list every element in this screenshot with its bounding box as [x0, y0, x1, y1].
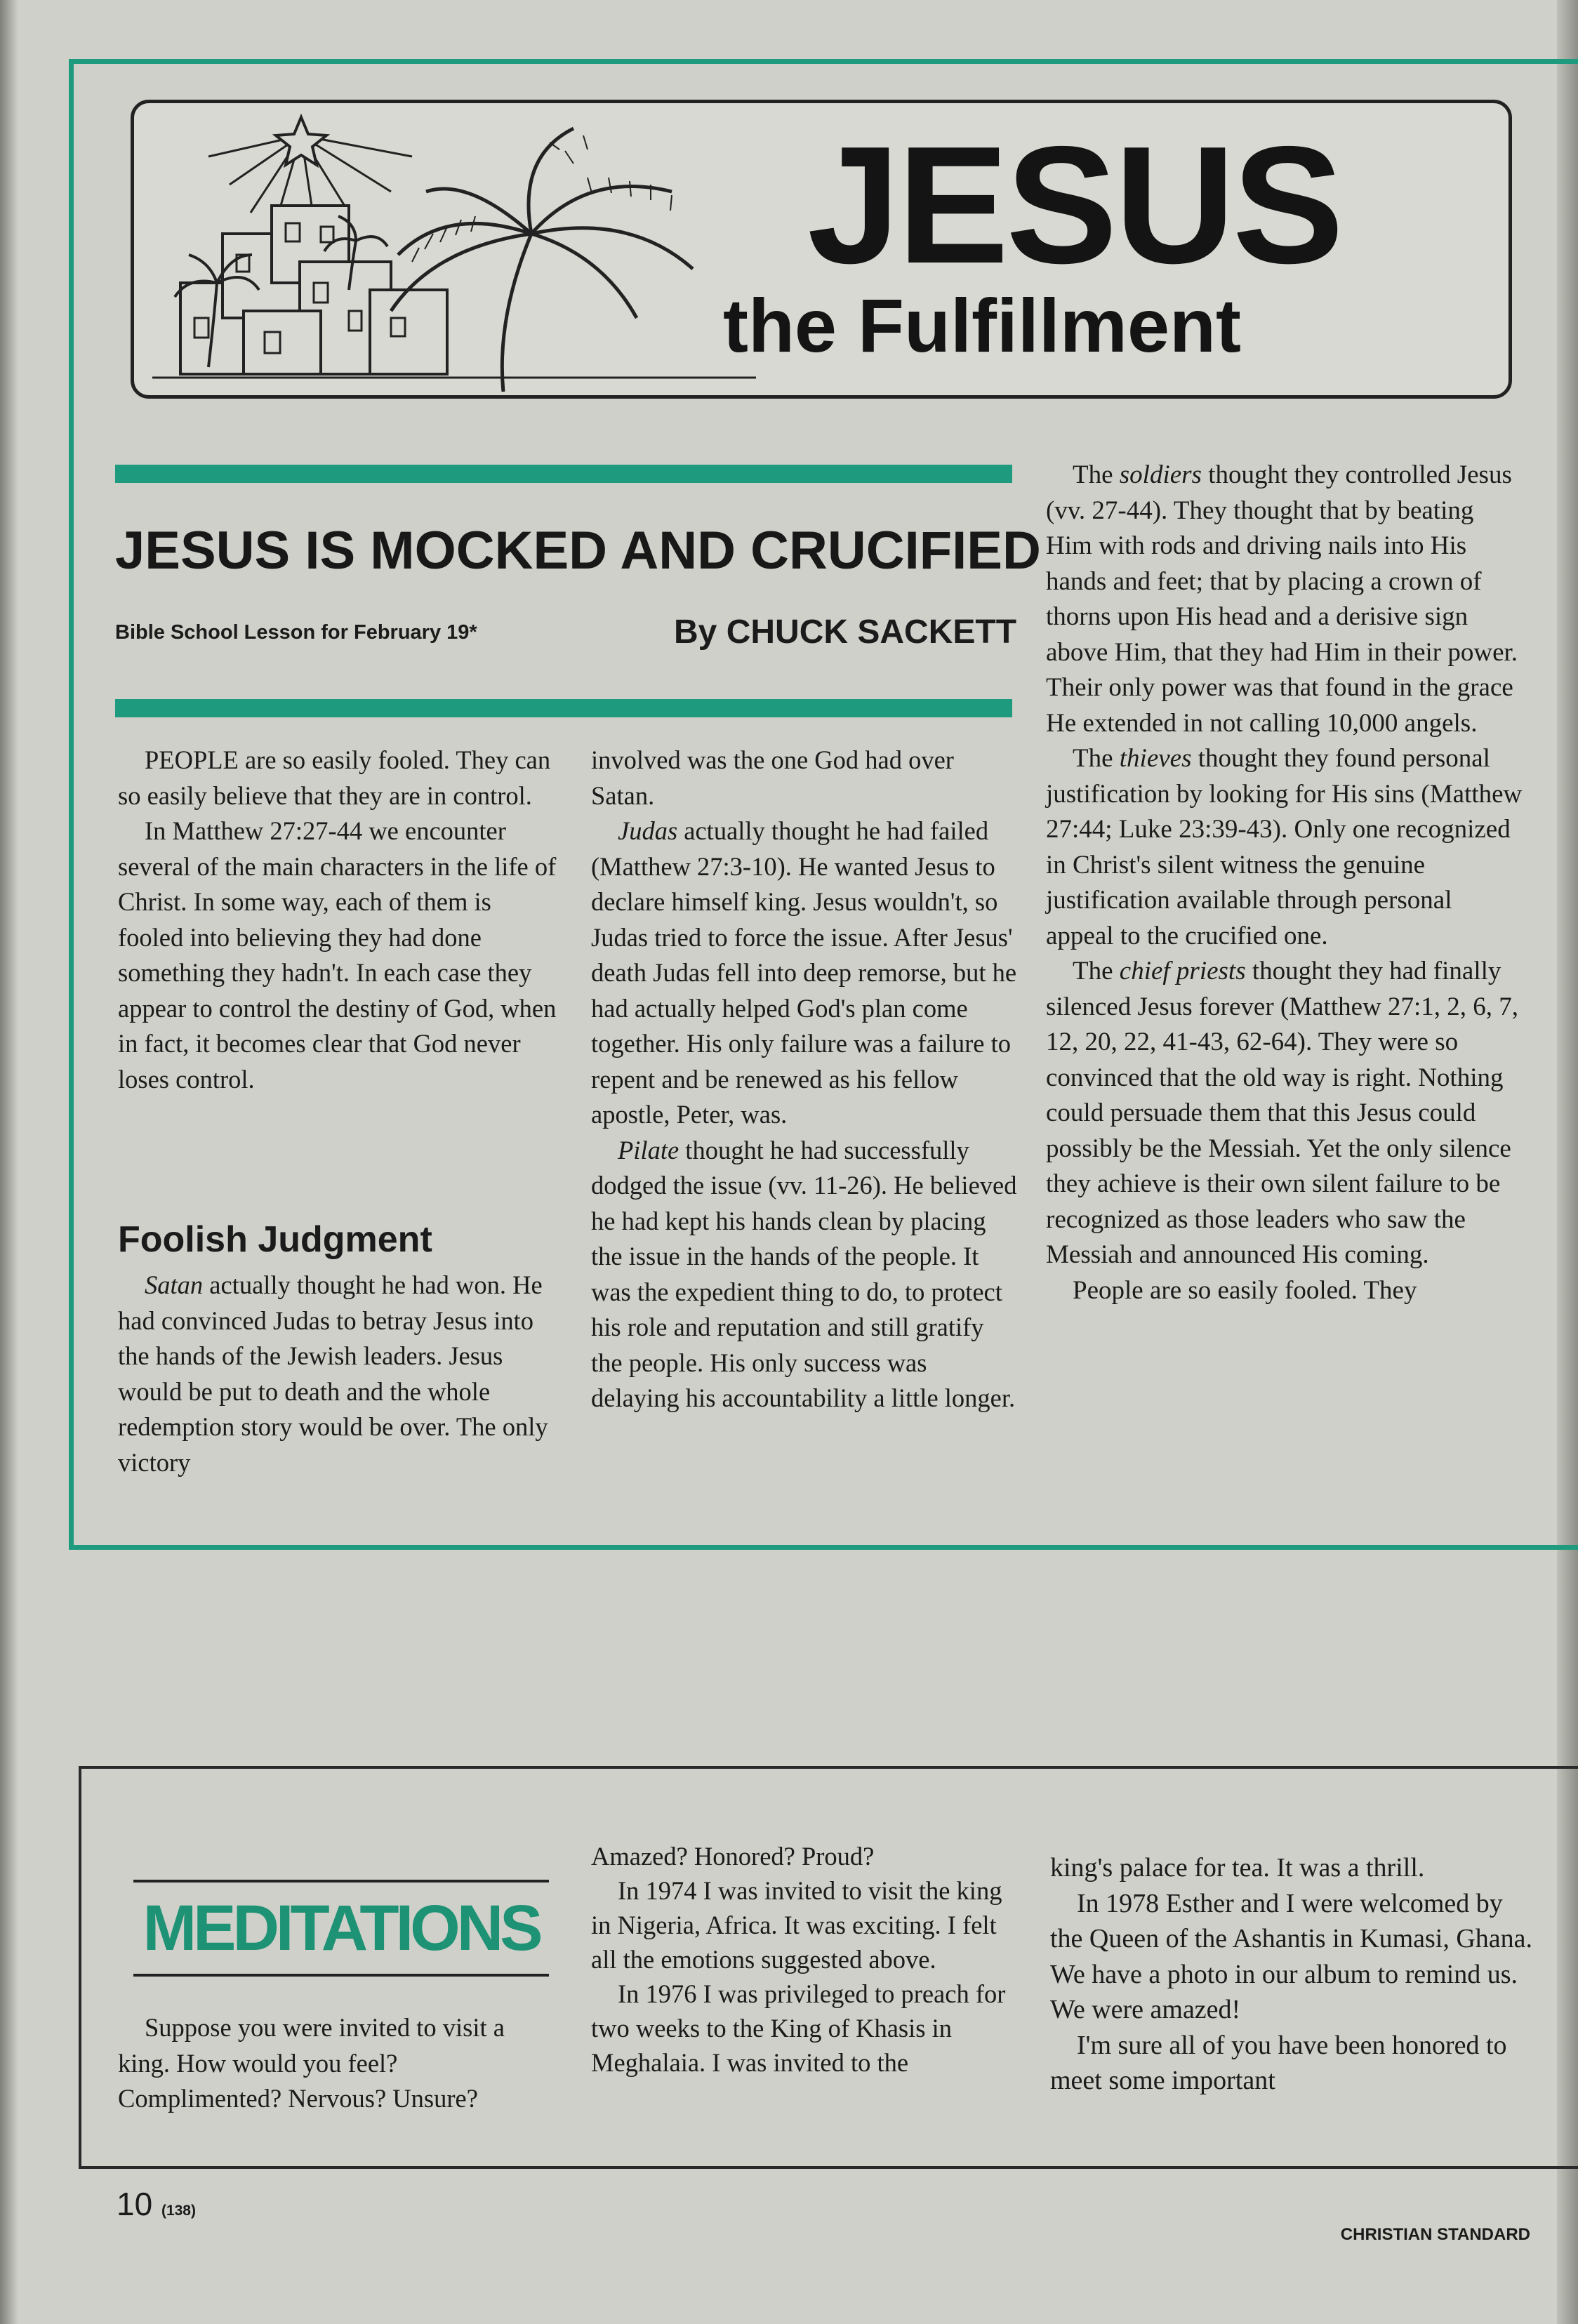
- article-column-1-continued: [118, 1268, 560, 1480]
- paragraph: In Matthew 27:27-44 we encounter several of the main characters in the life of Christ. In some way, each of them is fooled into believing they had done something they hadn't. In each case they appear to control the destiny of God, when in fact, it becomes clear that God never loses control.: [118, 816, 557, 1094]
- paragraph: [1046, 954, 1523, 1273]
- page-gutter-shadow: [0, 0, 18, 2324]
- paragraph: In 1974 I was invited to visit the king in Nigeria, Africa. It was exciting. I felt all the emotions suggested above.: [591, 1876, 1002, 1974]
- paragraph: [118, 1268, 560, 1480]
- paragraph: I'm sure all of you have been honored to meet some important: [1050, 2030, 1507, 2095]
- article-column-1: [118, 743, 560, 1097]
- paragraph-text: thought they had finally silenced Jesus forever (Matthew 27:1, 2, 6, 7, 12, 20, 22, 41-43, 62-64). They were so convinced that the old way is right. Nothing could persuade them that this Jesus could possibly be the Messiah. Yet the only silence they achieve is their own silent failure to be recognized as those leaders who saw the Messiah and announced His coming.: [1046, 957, 1519, 1269]
- meditations-rule-bottom: [133, 1974, 549, 1977]
- paragraph: In 1978 Esther and I were welcomed by the Queen of the Ashantis in Kumasi, Ghana. We have a photo in our album to remind us. We were amazed!: [1050, 1888, 1533, 2024]
- paragraph-text: actually thought he had won. He had convinced Judas to betray Jesus into the hands of the Jewish leaders. Jesus would be put to death and the whole redemption story would be over. The only victory: [118, 1270, 548, 1477]
- meditations-rule-top: [133, 1880, 549, 1883]
- emphasis: soldiers: [1119, 460, 1202, 489]
- paragraph: [591, 814, 1019, 1133]
- paragraph: Amazed? Honored? Proud?: [591, 1842, 875, 1871]
- article-column-2: [591, 743, 1019, 1416]
- paragraph: People are so easily fooled. They: [1073, 1275, 1417, 1305]
- article-column-3: [1046, 458, 1523, 1308]
- masthead-subtitle: the Fulfillment: [723, 283, 1241, 368]
- paragraph-text: thought he had successfully dodged the issue (vv. 11-26). He believed he had kept his hands clean by placing the issue in the hands of the people. It was the expedient thing to do, to protect his role and reputation and still gratify the people. His only success was delaying his accountability a little longer.: [591, 1135, 1017, 1412]
- paragraph: [1046, 458, 1523, 741]
- meditations-column-1: [118, 2010, 553, 2117]
- section-subhead: Foolish Judgment: [118, 1219, 432, 1260]
- meditations-column-2: [591, 1839, 1019, 2080]
- meditations-title: MEDITATIONS: [142, 1892, 540, 1964]
- page-folio: [117, 2183, 327, 2225]
- emphasis: Satan: [145, 1270, 204, 1299]
- page-sub-number: (138): [161, 2203, 196, 2219]
- publication-name: CHRISTIAN STANDARD: [1340, 2225, 1530, 2244]
- emphasis: thieves: [1119, 744, 1192, 773]
- paragraph-text: The: [1073, 957, 1120, 985]
- paragraph-text: actually thought he had failed (Matthew 27:3-10). He wanted Jesus to declare himself king. Jesus wouldn't, so Judas tried to force the issue. After Jesus' death Judas fell into deep remorse, but he had actually helped God's plan come together. His only failure was a failure to repent and be renewed as his fellow apostle, Peter, was.: [591, 816, 1017, 1129]
- paragraph: involved was the one God had over Satan.: [591, 745, 954, 810]
- paragraph: In 1976 I was privileged to preach for two weeks to the King of Khasis in Meghalaia. I was invited to the: [591, 1979, 1006, 2077]
- paragraph: Suppose you were invited to visit a king. How would you feel? Complimented? Nervous? Unsure?: [118, 2013, 505, 2113]
- paragraph: king's palace for tea. It was a thrill.: [1050, 1853, 1425, 1883]
- paragraph: PEOPLE are so easily fooled. They can so easily believe that they are in control.: [118, 745, 551, 810]
- paragraph-text: thought they found personal justification by looking for His sins (Matthew 27:44; Luke 23:39-43). Only one recognized in Christ's silent witness the genuine justification available through personal appeal to the crucified one.: [1046, 744, 1523, 950]
- emphasis: Pilate: [618, 1135, 679, 1164]
- emphasis: Judas: [618, 816, 678, 845]
- author-byline: By CHUCK SACKETT: [674, 613, 1017, 651]
- meditations-column-3: [1050, 1850, 1534, 2099]
- paragraph-text: thought they controlled Jesus (vv. 27-44). They thought that by beating Him with rods and driving nails into His hands and feet; that by placing a crown of thorns upon His head and a derisive sign above Him, that they had Him in their power. Their only power was that found in the grace He extended in not calling 10,000 angels.: [1046, 460, 1518, 738]
- headline-rule-top: [115, 465, 1012, 483]
- article-headline: JESUS IS MOCKED AND CRUCIFIED: [115, 521, 1041, 580]
- nativity-scene-star-palm-icon: [138, 107, 770, 395]
- paragraph: [591, 1133, 1019, 1416]
- paragraph-text: The: [1073, 460, 1120, 489]
- masthead-title: JESUS: [807, 112, 1341, 298]
- lesson-date-line: Bible School Lesson for February 19*: [115, 621, 477, 644]
- headline-rule-bottom: [115, 699, 1012, 717]
- paragraph: [1046, 741, 1523, 954]
- emphasis: chief priests: [1119, 957, 1246, 985]
- paragraph-text: The: [1073, 744, 1120, 773]
- page-number: 10: [117, 2186, 153, 2222]
